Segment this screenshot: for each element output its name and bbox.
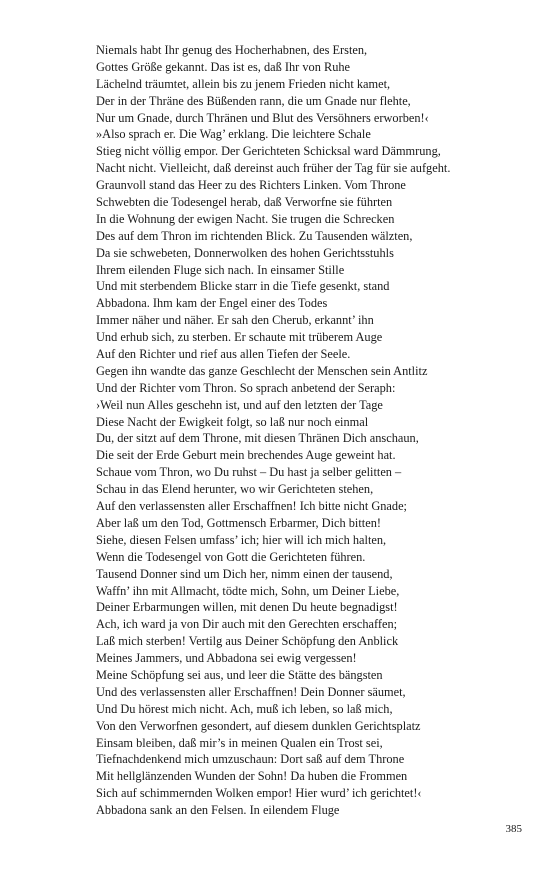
poem-text-block (96, 42, 536, 819)
verse-line: Waffn’ ihn mit Allmacht, tödte mich, Sohn, um Deiner Liebe, (96, 583, 400, 598)
verse-line: Gegen ihn wandte das ganze Geschlecht der Menschen sein Antlitz (96, 363, 428, 378)
verse-line: Ihrem eilenden Fluge sich nach. In einsamer Stille (96, 262, 345, 277)
verse-line: Aber laß um den Tod, Gottmensch Erbarmer, Dich bitten! (96, 515, 381, 530)
verse-line: Stieg nicht völlig empor. Der Gerichteten Schicksal ward Dämmrung, (96, 144, 441, 159)
verse-line: Deiner Erbarmungen willen, mit denen Du heute begnadigst! (96, 600, 398, 615)
verse-line: Meine Schöpfung sei aus, und leer die Stätte des bängsten (96, 667, 383, 682)
verse-line: Schau in das Elend herunter, wo wir Gerichteten stehen, (96, 482, 374, 497)
verse-line: Des auf dem Thron im richtenden Blick. Zu Tausenden wälzten, (96, 228, 413, 243)
verse-line: Wenn die Todesengel von Gott die Gerichteten führen. (96, 549, 366, 564)
verse-line: Tausend Donner sind um Dich her, nimm einen der tausend, (96, 566, 393, 581)
verse-line: Graunvoll stand das Heer zu des Richters Linken. Vom Throne (96, 178, 406, 193)
verse-line: Nur um Gnade, durch Thränen und Blut des Versöhners erworben!‹ (96, 110, 429, 125)
verse-line: »Also sprach er. Die Wag’ erklang. Die leichtere Schale (96, 127, 371, 142)
verse-line: Und Du hörest mich nicht. Ach, muß ich leben, so laß mich, (96, 701, 393, 716)
verse-line: Schaue vom Thron, wo Du ruhst – Du hast ja selber gelitten – (96, 465, 402, 480)
verse-line: Auf den verlassensten aller Erschaffnen! Ich bitte nicht Gnade; (96, 499, 407, 514)
verse-line: Abbadona. Ihm kam der Engel einer des Todes (96, 296, 328, 311)
verse-line: Einsam bleiben, daß mir’s in meinen Qualen ein Trost sei, (96, 735, 383, 750)
page-number: 385 (505, 823, 522, 835)
verse-line: Niemals habt Ihr genug des Hocherhabnen, des Ersten, (96, 43, 368, 57)
verse-line: Du, der sitzt auf dem Throne, mit diesen Thränen Dich anschaun, (96, 431, 419, 446)
verse-line: Und des verlassensten aller Erschaffnen! Dein Donner säumet, (96, 684, 406, 699)
verse-line: Diese Nacht der Ewigkeit folgt, so laß nur noch einmal (96, 414, 369, 429)
verse-line: Und der Richter vom Thron. So sprach anbetend der Seraph: (96, 380, 396, 395)
verse-line: Meines Jammers, und Abbadona sei ewig vergessen! (96, 651, 357, 666)
verse-line: Nacht nicht. Vielleicht, daß dereinst auch früher der Tag für sie aufgeht. (96, 161, 451, 176)
verse-line: Abbadona sank an den Felsen. In eilendem Fluge (96, 803, 340, 818)
verse-line: Der in der Thräne des Büßenden rann, die um Gnade nur flehte, (96, 93, 411, 108)
verse-line: Gottes Größe gekannt. Das ist es, daß Ihr von Ruhe (96, 59, 351, 74)
verse-line: Und erhub sich, zu sterben. Er schaute mit trüberem Auge (96, 330, 383, 345)
verse-line: Laß mich sterben! Vertilg aus Deiner Schöpfung den Anblick (96, 634, 399, 649)
verse-line: ›Weil nun Alles geschehn ist, und auf den letzten der Tage (96, 397, 383, 412)
verse-line: Mit hellglänzenden Wunden der Sohn! Da huben die Frommen (96, 769, 408, 784)
verse-line: Auf den Richter und rief aus allen Tiefen der Seele. (96, 347, 351, 362)
verse-line: Und mit sterbendem Blicke starr in die Tiefe gesenkt, stand (96, 279, 390, 294)
verse-line: Da sie schwebeten, Donnerwolken des hohen Gerichtsstuhls (96, 245, 394, 260)
verse-line: Schwebten die Todesengel herab, daß Verworfne sie führten (96, 195, 393, 210)
verse-line: Die seit der Erde Geburt mein brechendes Auge geweint hat. (96, 448, 396, 463)
verse-line: Ach, ich ward ja von Dir auch mit den Gerechten erschaffen; (96, 617, 398, 632)
verse-line: Immer näher und näher. Er sah den Cherub, erkannt’ ihn (96, 313, 374, 328)
verse-line: Von den Verworfnen gesondert, auf diesem dunklen Gerichtsplatz (96, 718, 421, 733)
verse-line: Siehe, diesen Felsen umfass’ ich; hier will ich mich halten, (96, 532, 387, 547)
verse-line: In die Wohnung der ewigen Nacht. Sie trugen die Schrecken (96, 211, 395, 226)
verse-line: Lächelnd träumtet, allein bis zu jenem Frieden nicht kamet, (96, 76, 391, 91)
verse-line: Tiefnachdenkend mich umzuschaun: Dort saß auf dem Throne (96, 752, 405, 767)
verse-line: Sich auf schimmernden Wolken empor! Hier wurd’ ich gerichtet!‹ (96, 786, 422, 801)
